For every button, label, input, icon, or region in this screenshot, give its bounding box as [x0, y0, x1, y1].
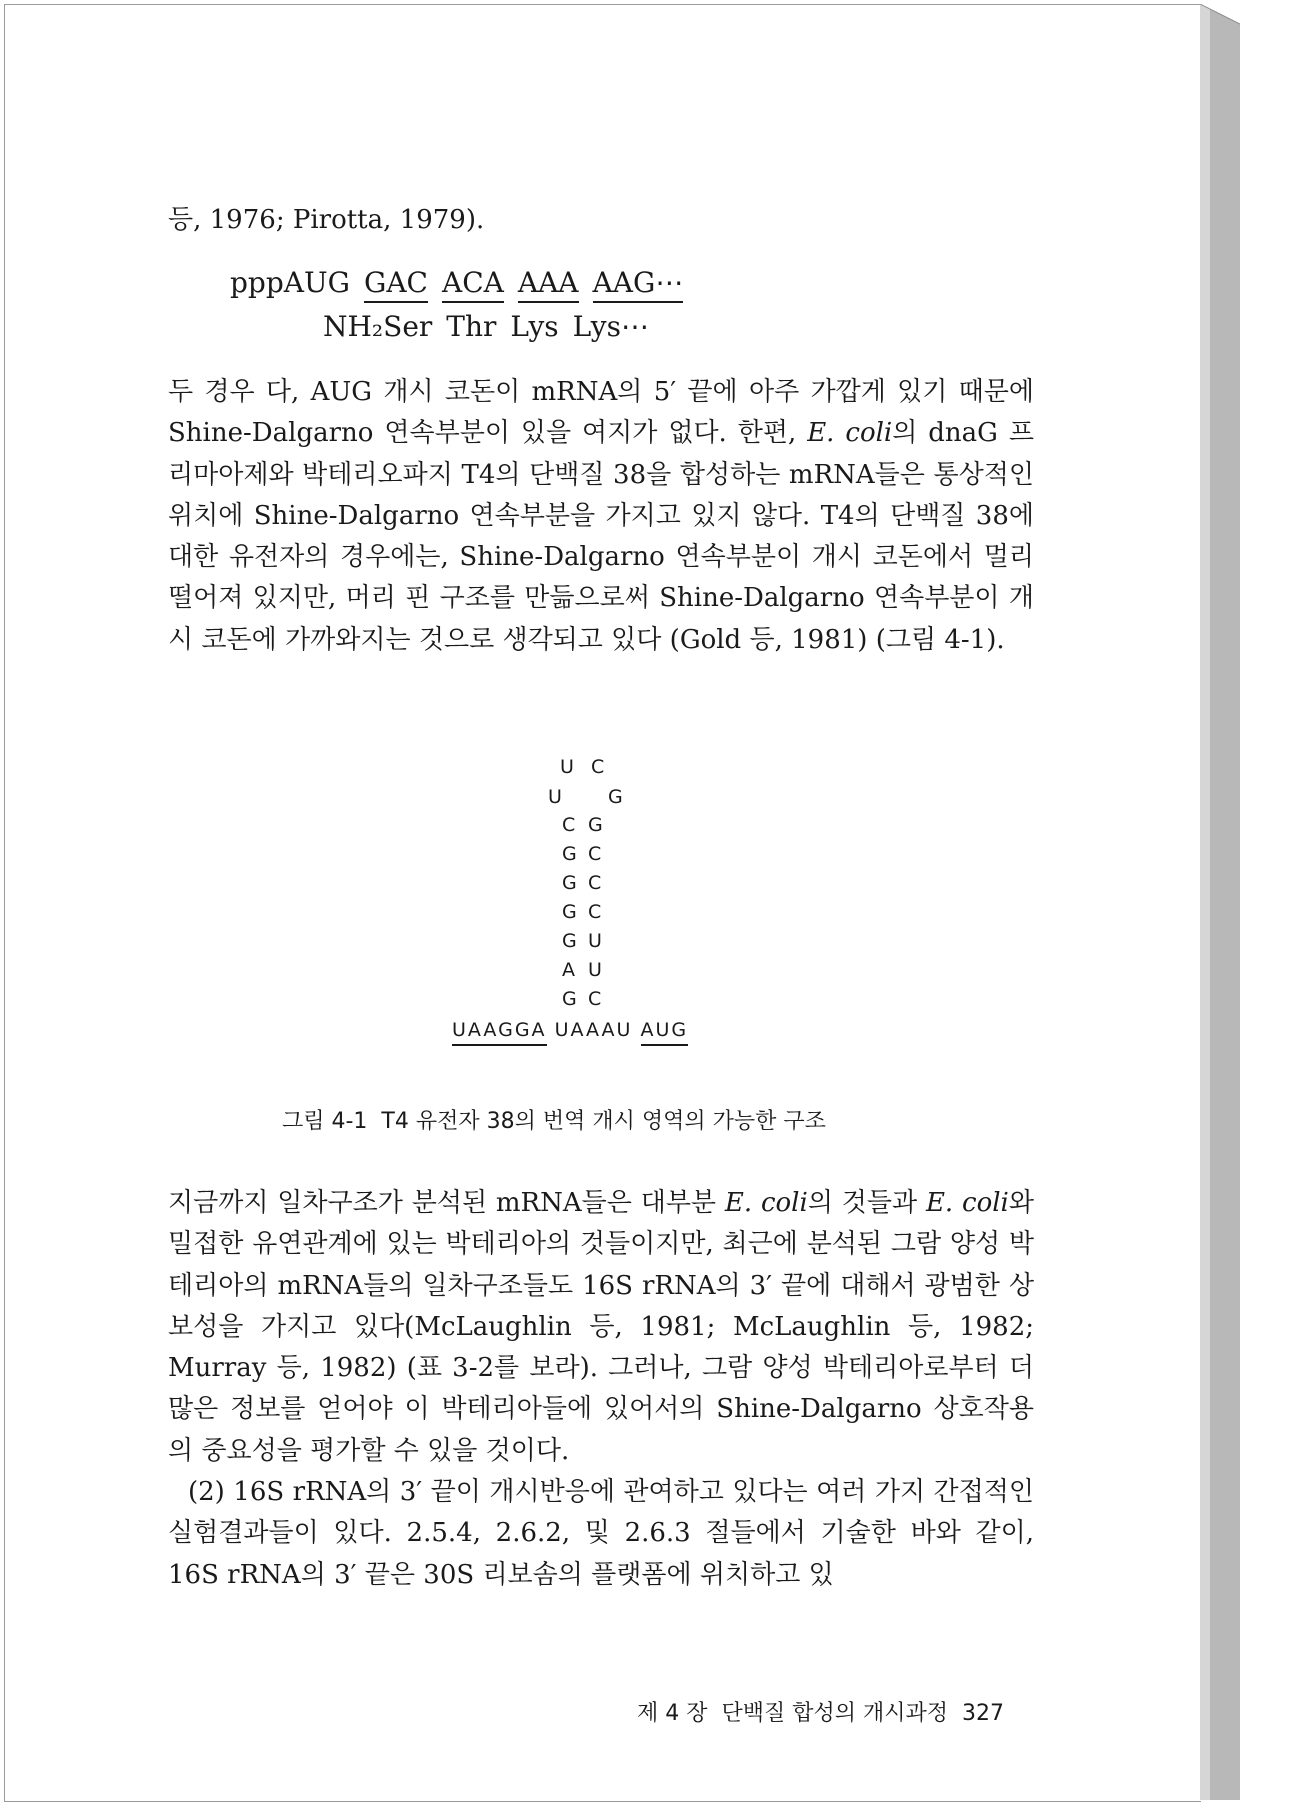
base-sequence — [452, 1019, 688, 1041]
loop-nucleotide: U — [548, 786, 562, 808]
codon: AAA — [518, 266, 579, 303]
page-footer: 제 4 장 단백질 합성의 개시과정 327 — [637, 1701, 1004, 1726]
continuation-line: 등, 1976; Pirotta, 1979). — [168, 205, 485, 235]
stem-nucleotide: G — [588, 814, 603, 836]
loop-nucleotide: G — [608, 786, 623, 808]
species-name: E. coli — [807, 418, 893, 449]
stem-nucleotide: G — [562, 843, 577, 865]
stem-nucleotide: G — [562, 872, 577, 894]
stem-nucleotide: U — [588, 959, 602, 981]
sequence-prefix: pppAUG — [230, 266, 350, 299]
paragraph-3: (2) 16S rRNA의 3′ 끝이 개시반응에 관여하고 있다는 여러 가지 간접적인 실험결과들이 있다. 2.5.4, 2.6.2, 및 2.6.3 절들에서 기술한 바와 같이, 16S rRNA의 3′ 끝은 30S 리보솜의 플랫폼에 위치하고 있 — [168, 1477, 1034, 1590]
species-name: E. coli — [724, 1188, 808, 1218]
paragraph-2: 지금까지 일차구조가 분석된 mRNA들은 대부분 E. coli의 것들과 E. coli와 밀접한 유연관계에 있는 박테리아의 것들이지만, 최근에 분석된 그람 양성 박테리아의 mRNA들의 일차구조들도 16S rRNA의 3′ 끝에 대해서 광범한 상보성을 가지고 있다(McLaughlin 등, 1981; McLaughlin 등, 1982; Murray 등, 1982) (표 3-2를 보라). 그러나, 그람 양성 박테리아로부터 더 많은 정보를 얻어야 이 박테리아들에 있어서의 Shine-Dalgarno 상호작용의 중요성을 평가할 수 있을 것이다. (2) 16S rRNA의 3′ 끝이 개시반응에 관여하고 있다는 여러 가지 간접적인 실험결과들이 있다. 2.5.4, 2.6.2, 및 2.6.3 절들에서 기술한 바와 같이, 16S rRNA의 3′ 끝은 30S 리보솜의 플랫폼에 위치하고 있 — [168, 1183, 1034, 1596]
start-codon: AUG — [641, 1019, 689, 1046]
stem-nucleotide: U — [588, 930, 602, 952]
codon: AAG⋯ — [593, 266, 684, 303]
amino-acid: Lys⋯ — [572, 310, 649, 343]
hairpin-structure-figure — [440, 756, 780, 1056]
stem-nucleotide: G — [562, 930, 577, 952]
mrna-sequence — [230, 266, 697, 303]
loop-nucleotide: U — [560, 756, 574, 778]
stem-nucleotide: C — [588, 901, 602, 923]
shine-dalgarno-sequence: UAAGGA — [452, 1019, 547, 1046]
codon: GAC — [364, 266, 428, 303]
amino-acid: Thr — [446, 310, 497, 343]
amino-acid: Lys — [510, 310, 559, 343]
stem-nucleotide: A — [562, 959, 575, 981]
codon: ACA — [442, 266, 504, 303]
stem-nucleotide: C — [562, 814, 576, 836]
figure-caption: 그림 4-1 T4 유전자 38의 번역 개시 영역의 가능한 구조 — [282, 1109, 826, 1134]
stem-nucleotide: G — [562, 988, 577, 1010]
stem-nucleotide: C — [588, 872, 602, 894]
stem-nucleotide: C — [588, 843, 602, 865]
spacer-sequence: UAAAU — [554, 1019, 633, 1041]
paragraph-1: 두 경우 다, AUG 개시 코돈이 mRNA의 5′ 끝에 아주 가깝게 있기 때문에 Shine-Dalgarno 연속부분이 있을 여지가 없다. 한편, E. coli의 dnaG 프리마아제와 박테리오파지 T4의 단백질 38을 합성하는 mRNA들은 통상적인 위치에 Shine-Dalgarno 연속부분을 가지고 있지 않다. T4의 단백질 38에 대한 유전자의 경우에는, Shine-Dalgarno 연속부분이 개시 코돈에서 멀리 떨어져 있지만, 머리 핀 구조를 만듦으로써 Shine-Dalgarno 연속부분이 개시 코돈에 가까와지는 것으로 생각되고 있다 (Gold 등, 1981) (그림 4-1). — [168, 377, 1034, 655]
page-edge — [1200, 4, 1240, 1800]
amino-acid: NH₂Ser — [323, 310, 433, 343]
species-name: E. coli — [925, 1188, 1009, 1218]
stem-nucleotide: C — [588, 988, 602, 1010]
stem-nucleotide: G — [562, 901, 577, 923]
loop-nucleotide: C — [591, 756, 605, 778]
amino-acid-sequence — [323, 310, 663, 343]
